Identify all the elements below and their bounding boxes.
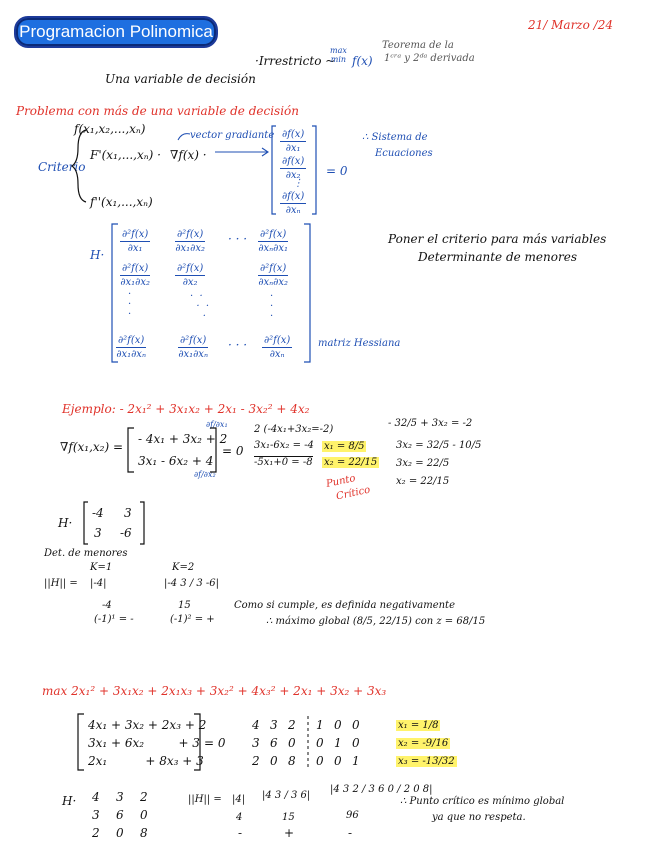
hessian-bracket-left [112,224,118,362]
h12-num: ∂²f(x) [177,229,204,240]
vector-gradiante-arrow [178,134,190,140]
hessian-cell: 8 [140,826,148,840]
minor-2-value: 15 [178,600,191,611]
ex2-sol3: x₃ = -13/32 [398,756,455,767]
h-dots-rown: · · · [228,338,248,352]
grad-entry-1-num: ∂f(x) [282,129,305,140]
ex1-bracket-left [128,428,134,472]
ex2-minor-2: |4 3 / 3 6| [262,790,311,801]
hn2-den: ∂x₁∂xₙ [178,349,208,360]
ex2-conclusion-2: ya que no respeta. [432,812,526,823]
x1-solution: x₁ = 8/5 [324,441,365,452]
ex2-minor-3-value: 96 [346,810,359,821]
ex2-eq3: 2x₁ + 8x₃ + 3 [88,754,204,768]
hessian-cell: 4 [92,790,100,804]
grad-entry-1-den: ∂x₁ [285,143,301,154]
ex2-sol1: x₁ = 1/8 [398,720,439,731]
sistema-line1: ∴ Sistema de [362,132,428,143]
ex2-sign-1: - [238,826,243,840]
f-double-prime: f''(x₁,...,xₙ) [90,195,153,209]
nabla-f: ∇f(x) · [170,148,207,162]
date: 21/ Marzo /24 [528,18,613,32]
aug-cell: 0 [316,736,324,750]
gradient-arrow [215,148,268,156]
aug-cell: 2 [252,754,260,768]
aug-cell: 4 [252,718,260,732]
hn1-num: ∂²f(x) [118,335,145,346]
fx-label: f(x) [352,54,373,68]
ex1-H-bracket-right [140,502,144,544]
hn1-den: ∂x₁∂xₙ [116,349,146,360]
grad-entry-2-num: ∂f(x) [282,156,305,167]
sys-line3: -5x₁+0 = -8 [254,457,313,468]
hessian-cell: 0 [116,826,124,840]
hessian-label: H· [90,248,105,262]
hnn-den: ∂xₙ [269,349,285,360]
ex2-eq2: 3x₁ + 6x₂ + 3 [88,736,200,750]
grad-row2: 3x₁ - 6x₂ + 4 [138,454,214,468]
minor-1-value: -4 [102,600,112,611]
ex2-bracket-left [78,714,84,770]
f-vars: f(x₁,x₂,...,xₙ) [74,122,146,136]
aug-cell: 0 [334,718,342,732]
h22-num: ∂²f(x) [177,263,204,274]
hessian-cell: 2 [92,826,100,840]
sys-line2: 3x₁-6x₂ = -4 [254,440,314,451]
norm-H: ||H|| = [44,578,78,589]
nabla-f-x1x2: ∇f(x₁,x₂) = [60,440,124,454]
aug-cell: 0 [316,754,324,768]
example2-heading: max 2x₁² + 3x₁x₂ + 2x₁x₃ + 3x₂² + 4x₃² + 2x₁ + 3x₂ + 3x₃ [42,684,387,698]
minor-1: |-4| [90,578,107,589]
r-line2: 3x₂ = 32/5 - 10/5 [396,440,482,451]
ex1-H-bracket-left [84,502,88,544]
ex2-sol2: x₂ = -9/16 [398,738,449,749]
hessian-bracket-right [304,224,310,362]
aug-cell: 6 [270,736,278,750]
h11-num: ∂²f(x) [122,229,149,240]
ex2-norm: ||H|| = [188,794,222,805]
ex2-sign-3: - [348,826,353,840]
ex1-bracket-right [210,428,216,472]
hessian-cell: 3 [116,790,124,804]
page-title: Programacion Polinomica [14,16,218,48]
una-variable: Una variable de decisión [105,72,256,86]
grad-bracket-right [312,126,316,214]
criterio-brace [72,130,86,202]
h-ex1-12: 3 [124,506,132,520]
h2n-den: ∂xₙ∂x₂ [258,277,288,288]
k1-label: K=1 [90,562,113,573]
sign-2: (-1)² = + [170,614,215,625]
teorema-line2: 1ᶜʳᵃ y 2ᵈᵃ derivada [384,53,475,64]
teorema-line1: Teorema de la [382,40,454,51]
grad-entry-2-den: ∂x₂ [285,170,301,181]
aug-cell: 0 [288,736,296,750]
sistema-line2: Ecuaciones [375,148,433,159]
aug-cell: 0 [352,736,360,750]
grad-entry-n-num: ∂f(x) [282,191,305,202]
sys-line1: 2 (-4x₁+3x₂=-2) [254,424,334,435]
h1n-den: ∂xₙ∂x₁ [258,243,288,254]
ex2-minor-1: |4| [232,794,246,805]
x2-solution: x₂ = 22/15 [324,457,378,468]
H-label-ex2: H· [62,794,77,808]
d-dx2: ∂f/∂x₂ [194,470,216,479]
h-vdots-1: · · · [128,289,132,320]
aug-cell: 0 [334,754,342,768]
r-line3: 3x₂ = 22/5 [396,458,450,469]
poner-line1: Poner el criterio para más variables [388,232,607,246]
h-ex1-22: -6 [120,526,132,540]
grad-eq-zero: = 0 [326,164,348,178]
h21-den: ∂x₁∂x₂ [120,277,150,288]
ex2-conclusion-1: ∴ Punto crítico es mínimo global [400,796,565,807]
d-dx1: ∂f/∂x₁ [206,420,228,429]
aug-cell: 3 [252,736,260,750]
ex2-sign-2: + [284,826,295,840]
f-prime: F'(x₁,...,xₙ) · [90,148,161,162]
example1-heading: Ejemplo: - 2x₁² + 3x₁x₂ + 2x₁ - 3x₂² + 4x₂ [62,402,310,416]
aug-cell: 1 [316,718,324,732]
max-text: max min [330,46,347,64]
aug-cell: 0 [270,754,278,768]
grad-entry-n-den: ∂xₙ [285,205,301,216]
vector-gradiante: vector gradiante [190,130,275,141]
hessian-cell: 6 [116,808,124,822]
aug-cell: 1 [334,736,342,750]
grad-eq-zero: = 0 [222,444,244,458]
h-vdots-n: · · · [270,291,274,322]
H-label-ex1: H· [58,516,73,530]
hnn-num: ∂²f(x) [264,335,291,346]
ex2-bracket-right [194,714,200,770]
minor-2: |-4 3 / 3 -6| [164,578,220,589]
h-ex1-21: 3 [94,526,102,540]
r-line4: x₂ = 22/15 [396,476,450,487]
punto-label-1: Punto [325,473,357,490]
h22-den: ∂x₂ [182,277,198,288]
grad-vdots: ⋮ [293,178,303,189]
h-dots-row1: · · · [228,232,248,246]
sign-1: (-1)¹ = - [94,614,134,625]
ex2-eq1: 4x₁ + 3x₂ + 2x₃ + 2 [88,718,207,732]
conclusion-1a: Como si cumple, es definida negativamente [234,600,455,611]
aug-cell: 8 [288,754,296,768]
grad-row1: - 4x₁ + 3x₂ + 2 [138,432,228,446]
det-menores: Det. de menores [44,548,128,559]
conclusion-1b: ∴ máximo global (8/5, 22/15) con z = 68/15 [266,616,486,627]
h11-den: ∂x₁ [127,243,143,254]
poner-line2: Determinante de menores [418,250,577,264]
k2-label: K=2 [172,562,195,573]
h1n-num: ∂²f(x) [260,229,287,240]
ex2-minor-3: |4 3 2 / 3 6 0 / 2 0 8| [330,784,433,795]
h-ddots: · · · · · [190,291,210,322]
hessian-cell: 2 [140,790,148,804]
ex2-eq-zero: = 0 [204,736,226,750]
ex2-minor-2-value: 15 [282,812,295,823]
ex2-minor-1-value: 4 [236,812,243,823]
hessian-cell: 3 [92,808,100,822]
punto-label-2: Crítico [335,484,372,503]
matriz-hessiana: matriz Hessiana [318,338,401,349]
aug-cell: 1 [352,754,360,768]
hn2-num: ∂²f(x) [180,335,207,346]
h21-num: ∂²f(x) [122,263,149,274]
r-line1: - 32/5 + 3x₂ = -2 [388,418,473,429]
problem-heading: Problema con más de una variable de decisión [16,104,300,118]
irrestricto-label: ·Irrestricto ~ [255,54,336,68]
h12-den: ∂x₁∂x₂ [175,243,205,254]
grad-bracket-left [272,126,276,214]
criterio-label: Criterio [38,160,86,174]
aug-cell: 2 [288,718,296,732]
h-ex1-11: -4 [92,506,104,520]
hessian-cell: 0 [140,808,148,822]
aug-cell: 0 [352,718,360,732]
aug-cell: 3 [270,718,278,732]
h2n-num: ∂²f(x) [260,263,287,274]
